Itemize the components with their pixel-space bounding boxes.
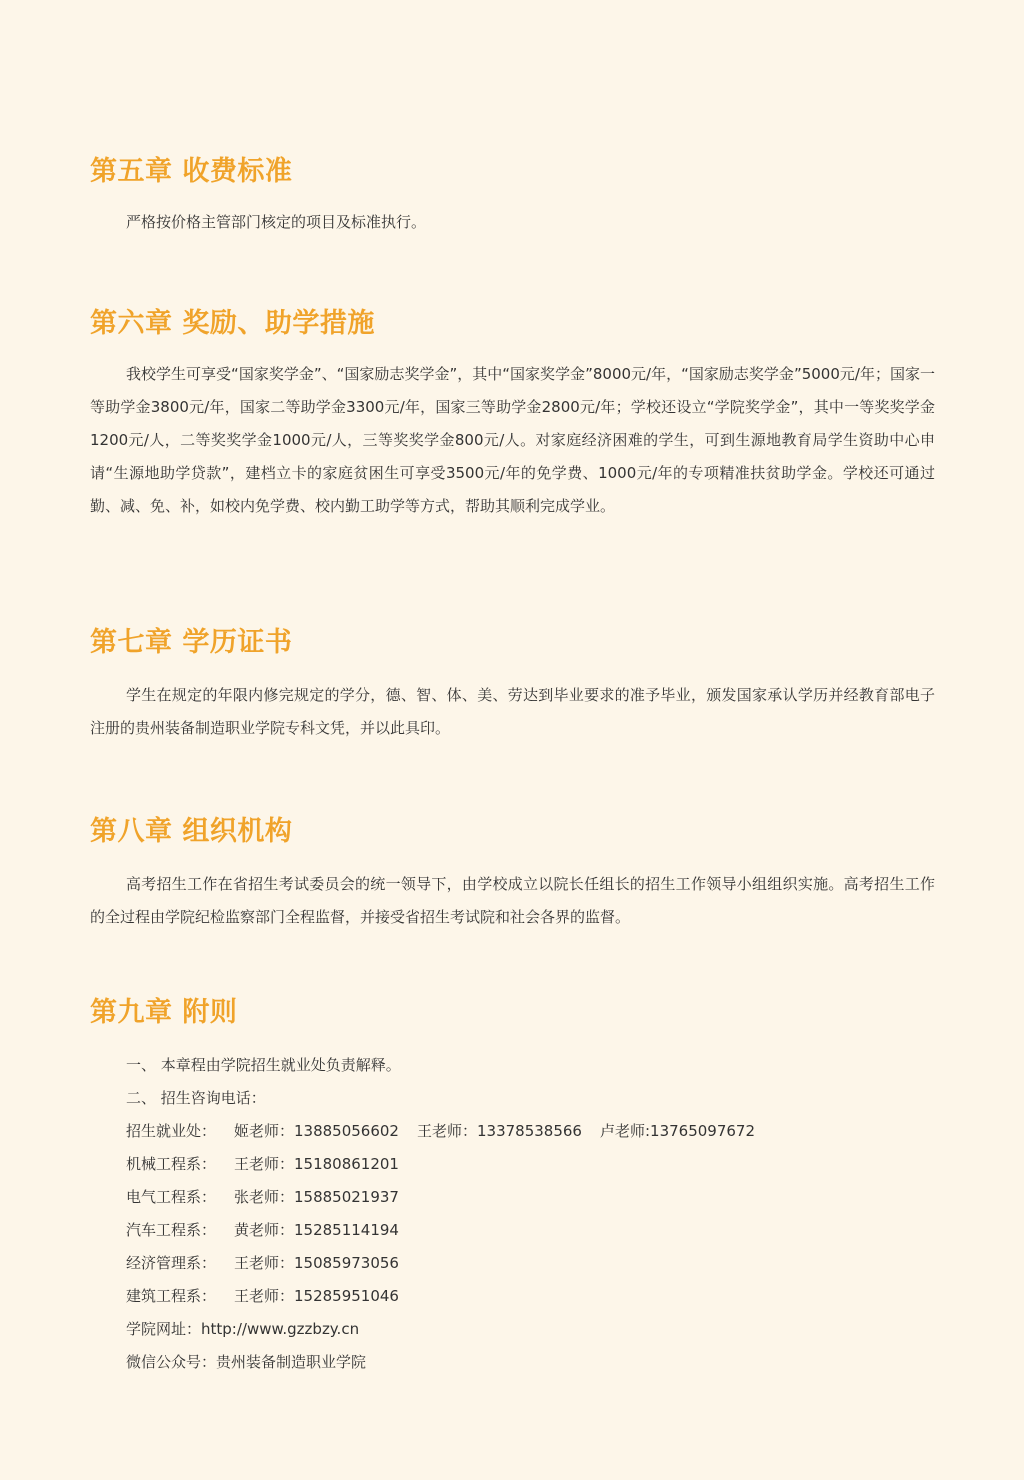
chapter-6-text: 我校学生可享受“国家奖学金”、“国家励志奖学金”，其中“国家奖学金”8000元/年，“国家励志奖学金”5000元/年；国家一等助学金3800元/年，国家二等助学金3300元/年，国家三等助学金2800元/年；学校还设立“学院奖学金”，其中一等奖奖学金1200元/人，二等奖奖学金1000元/人，三等奖奖学金800元/人。对家庭经济困难的学生，可到生源地教育局学生资助中心申请“生源地助学贷款”，建档立卡的家庭贫困生可享受3500元/年的免学费、1000元/年的专项精准扶贫助学金。学校还可通过勤、减、免、补，如校内免学费、校内勤工助学等方式，帮助其顺利完成学业。 <box>90 365 935 515</box>
contact-phone: 王老师：13378538566 <box>416 1122 582 1140</box>
contact-dept: 经济管理系： <box>126 1254 217 1272</box>
contact-row <box>90 1148 935 1181</box>
chapter-7-text: 学生在规定的年限内修完规定的学分，德、智、体、美、劳达到毕业要求的准予毕业，颁发国家承认学历并经教育部电子注册的贵州装备制造职业学院专科文凭，并以此具印。 <box>90 686 935 737</box>
chapter-9-body <box>90 1049 935 1379</box>
contact-dept: 招生就业处： <box>126 1122 217 1140</box>
contact-row <box>90 1247 935 1280</box>
contact-row <box>90 1214 935 1247</box>
chapter-7 <box>90 625 935 745</box>
chapter-6-title: 第六章 奖励、助学措施 <box>90 308 375 339</box>
wechat-line: 微信公众号：贵州装备制造职业学院 <box>126 1353 367 1371</box>
appendix-item-1: 一、 本章程由学院招生就业处负责解释。 <box>126 1056 401 1074</box>
chapter-9 <box>90 995 935 1379</box>
contact-phone: 黄老师：15285114194 <box>234 1221 399 1239</box>
contact-row <box>90 1280 935 1313</box>
chapter-5 <box>90 154 935 239</box>
chapter-6 <box>90 306 935 523</box>
website-line: 学院网址：http://www.gzzbzy.cn <box>126 1320 360 1338</box>
contact-row <box>90 1115 935 1148</box>
contact-dept: 建筑工程系： <box>126 1287 217 1305</box>
chapter-5-text: 严格按价格主管部门核定的项目及标准执行。 <box>126 213 427 231</box>
contact-phone: 姬老师：13885056602 <box>234 1122 399 1140</box>
chapter-7-title: 第七章 学历证书 <box>90 627 293 658</box>
appendix-item-2: 二、 招生咨询电话： <box>126 1089 266 1107</box>
contact-row <box>90 1181 935 1214</box>
contact-phone: 卢老师:13765097672 <box>599 1122 756 1140</box>
contact-dept: 电气工程系： <box>126 1188 217 1206</box>
chapter-8-title: 第八章 组织机构 <box>90 816 293 847</box>
contact-phone: 王老师：15285951046 <box>234 1287 399 1305</box>
chapter-8 <box>90 814 935 934</box>
contact-dept: 机械工程系： <box>126 1155 217 1173</box>
contact-phone: 张老师：15885021937 <box>234 1188 399 1206</box>
chapter-8-text: 高考招生工作在省招生考试委员会的统一领导下，由学校成立以院长任组长的招生工作领导小组组织实施。高考招生工作的全过程由学院纪检监察部门全程监督，并接受省招生考试院和社会各界的监督。 <box>90 875 935 926</box>
contact-phone: 王老师：15180861201 <box>234 1155 399 1173</box>
chapter-5-title: 第五章 收费标准 <box>90 156 293 187</box>
contact-phone: 王老师：15085973056 <box>234 1254 399 1272</box>
chapter-9-title: 第九章 附则 <box>90 997 238 1028</box>
contact-dept: 汽车工程系： <box>126 1221 217 1239</box>
